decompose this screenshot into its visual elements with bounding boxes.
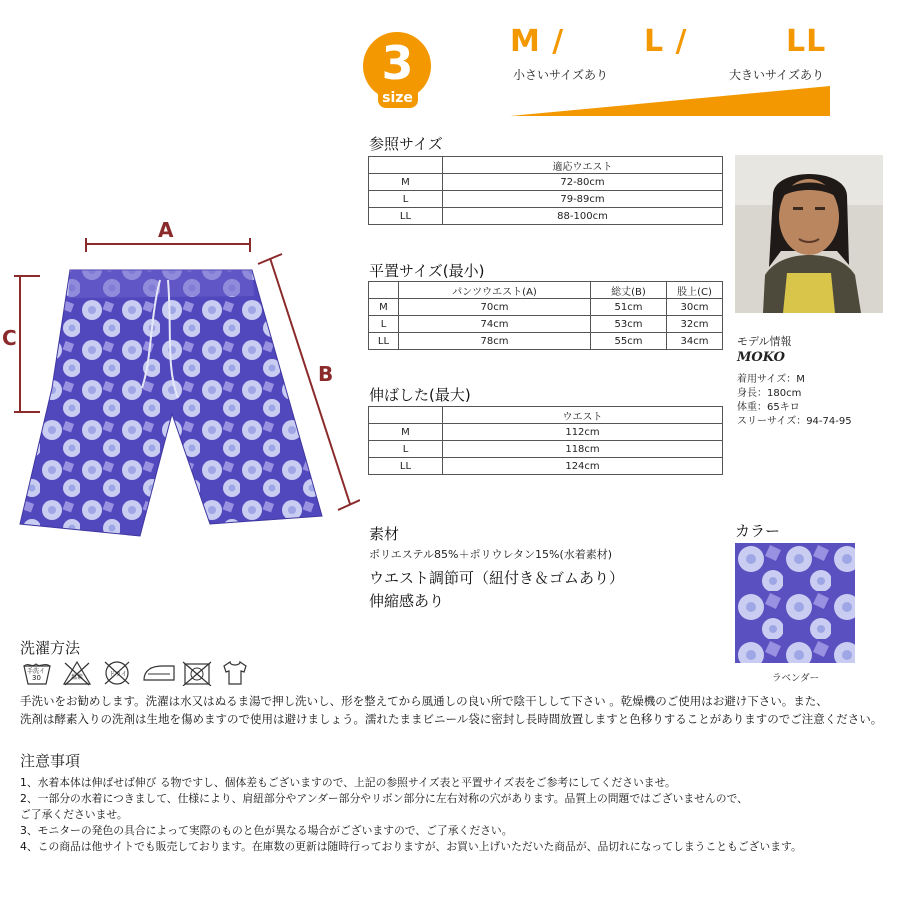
color-title: カラー [735, 522, 781, 540]
material-feature-stretch: 伸縮感あり [369, 592, 445, 610]
table-header-row [369, 282, 723, 299]
table-cell: 53cm [591, 316, 667, 333]
model-photo [735, 155, 883, 313]
large-size-note: 大きいサイズあり [729, 68, 825, 82]
table-cell: L [369, 316, 399, 333]
color-name: ラベンダー [772, 673, 820, 684]
no-tumble-dry-icon [182, 660, 212, 686]
small-size-note: 小さいサイズあり [513, 68, 609, 82]
table-row [369, 174, 723, 191]
table-cell: LL [369, 333, 399, 350]
note-line: 2、一部分の水着につきまして、仕様により、肩紐部分やアンダー部分やリボン部分に左右対称の穴があります。品質上の問題ではございませんので、 [20, 792, 748, 805]
table-cell: LL [369, 208, 443, 225]
color-swatch [735, 543, 855, 663]
washing-instructions-line-2: 洗剤は酵素入りの洗剤は生地を傷めますので使用は避けましょう。濡れたままビニール袋に密封し長時間放置しますと色移りすることがありますのでご注意ください。 [20, 712, 883, 726]
size-count: 3 [381, 36, 414, 90]
model-measurements: スリーサイズ：94-74-95 [737, 416, 852, 427]
table-cell: ウエスト [443, 407, 723, 424]
size-badge [360, 30, 435, 110]
reference-size-table [368, 156, 723, 225]
size-ll-label: LL [786, 24, 827, 59]
no-dry-clean-icon: ドライ [102, 660, 132, 686]
model-height: 身長：180cm [737, 388, 802, 399]
table-row [369, 208, 723, 225]
table-cell [369, 157, 443, 174]
model-info-heading: モデル情報 [737, 335, 792, 348]
table-row [369, 441, 723, 458]
table-cell: パンツウエスト(A) [399, 282, 591, 299]
table-cell: L [369, 441, 443, 458]
model-wear-size: 着用サイズ：M [737, 374, 805, 385]
hang-dry-icon [220, 660, 250, 686]
table-cell [369, 282, 399, 299]
table-cell: 総丈(B) [591, 282, 667, 299]
size-scale-wedge [510, 86, 832, 118]
size-badge-label: size [382, 90, 413, 106]
size-m-label: M / [510, 24, 565, 59]
note-line: 3、モニターの発色の具合によって実際のものと色が異なる場合がございますので、ご了承ください。 [20, 824, 513, 837]
table-row [369, 299, 723, 316]
table-header-row [369, 157, 723, 174]
model-weight: 体重：65キロ [737, 402, 800, 413]
table-cell: 適応ウエスト [443, 157, 723, 174]
stretched-size-title: 伸ばした(最大) [369, 386, 471, 404]
table-cell: 32cm [667, 316, 723, 333]
no-bleach-icon: 塩素 [62, 660, 92, 686]
table-row [369, 458, 723, 475]
reference-size-title: 参照サイズ [369, 135, 443, 153]
notes-title: 注意事項 [20, 752, 81, 770]
flat-size-table [368, 281, 723, 350]
material-feature-adjustable: ウエスト調節可（紐付き＆ゴムあり） [369, 569, 625, 587]
table-row [369, 424, 723, 441]
flat-size-title: 平置サイズ(最小) [369, 262, 485, 280]
table-cell: 股上(C) [667, 282, 723, 299]
table-cell: M [369, 174, 443, 191]
table-cell: 34cm [667, 333, 723, 350]
table-row [369, 191, 723, 208]
table-cell: LL [369, 458, 443, 475]
table-cell: L [369, 191, 443, 208]
table-cell: 118cm [443, 441, 723, 458]
dimension-c-label: C [2, 326, 17, 350]
note-line: 1、水着本体は伸ばせば伸び る物ですし、個体差もございますので、上記の参照サイズ表と平置サイズ表をご参考にしてくださいませ。 [20, 776, 676, 789]
table-cell: 88-100cm [443, 208, 723, 225]
table-cell: 51cm [591, 299, 667, 316]
table-cell: M [369, 299, 399, 316]
dimension-b-label: B [318, 362, 334, 386]
table-cell: 30cm [667, 299, 723, 316]
material-composition: ポリエステル85%＋ポリウレタン15%(水着素材) [369, 548, 613, 561]
iron-icon [142, 660, 172, 686]
table-cell: 72-80cm [443, 174, 723, 191]
table-cell: 55cm [591, 333, 667, 350]
table-cell [369, 407, 443, 424]
table-row [369, 333, 723, 350]
shorts-diagram [0, 218, 360, 558]
model-name: MOKO [737, 350, 785, 365]
table-row [369, 316, 723, 333]
hand-wash-icon: 手洗イ 30 [22, 660, 52, 686]
dimension-a-label: A [158, 218, 174, 242]
table-cell: 79-89cm [443, 191, 723, 208]
size-l-label: L / [644, 24, 688, 59]
table-header-row [369, 407, 723, 424]
note-line: ご了承くださいませ。 [20, 808, 128, 821]
table-cell: 78cm [399, 333, 591, 350]
table-cell: 112cm [443, 424, 723, 441]
material-title: 素材 [369, 525, 400, 543]
washing-title: 洗濯方法 [20, 639, 81, 657]
table-cell: 74cm [399, 316, 591, 333]
table-cell: 124cm [443, 458, 723, 475]
table-cell: 70cm [399, 299, 591, 316]
stretched-size-table [368, 406, 723, 475]
washing-instructions-line-1: 手洗いをお勧めします。洗濯は水又はぬるま湯で押し洗いし、形を整えてから風通しの良い所で陰干しして下さい 。乾燥機のご使用はお避け下さい。また、 [20, 694, 828, 708]
table-cell: M [369, 424, 443, 441]
note-line: 4、この商品は他サイトでも販売しております。在庫数の更新は随時行っておりますが、お買い上げいただいた商品が、品切れになってしまうこともございます。 [20, 840, 802, 853]
